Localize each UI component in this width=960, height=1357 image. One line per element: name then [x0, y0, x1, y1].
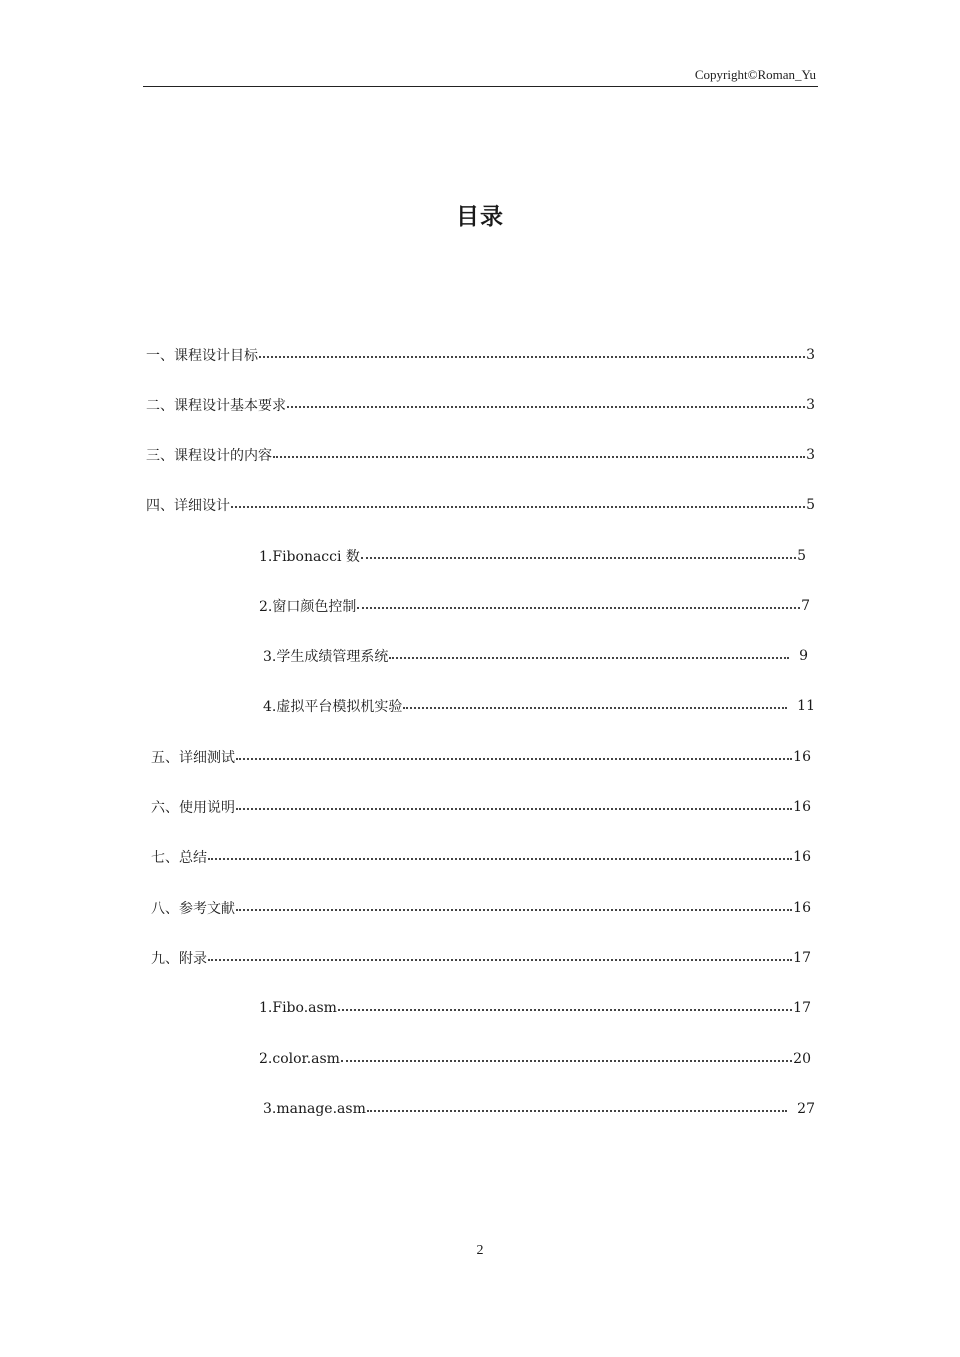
toc-entry[interactable] — [259, 546, 806, 566]
toc-entry-label: 五、详细测试 — [151, 750, 235, 766]
toc-leader — [208, 959, 792, 961]
toc-entry-label: 三、课程设计的内容 — [146, 448, 272, 464]
toc-entry-page: 9 — [799, 648, 808, 664]
toc-entry-page: 17 — [793, 950, 811, 966]
toc-entry-page: 5 — [806, 497, 815, 513]
toc-entry-page: 3 — [806, 397, 815, 413]
copyright-text: Copyright©Roman_Yu — [694, 67, 816, 82]
toc-entry-page: 3 — [806, 447, 815, 463]
toc-entry[interactable] — [151, 847, 811, 867]
toc-entry[interactable] — [146, 395, 815, 415]
toc-entry-label: 1.Fibo.asm — [259, 1000, 337, 1016]
toc-entry-label: 1.Fibonacci 数 — [259, 549, 360, 565]
toc-entry-label: 四、详细设计 — [146, 498, 230, 514]
toc-entry-page: 20 — [793, 1051, 811, 1067]
toc-entry[interactable] — [259, 998, 811, 1018]
toc-leader — [357, 607, 800, 609]
toc-entry-label: 3.manage.asm — [263, 1101, 366, 1117]
toc-entry-page: 27 — [797, 1101, 815, 1117]
toc-entry-page: 17 — [793, 1000, 811, 1016]
toc-entry[interactable] — [263, 646, 808, 666]
toc-leader — [361, 557, 796, 559]
toc-entry-label: 六、使用说明 — [151, 800, 235, 816]
toc-entry-page: 16 — [793, 799, 811, 815]
toc-entry[interactable] — [146, 345, 815, 365]
toc-entry[interactable] — [151, 797, 811, 817]
toc-leader — [403, 707, 787, 709]
toc-entry-page: 7 — [801, 598, 810, 614]
toc-entry-page: 16 — [793, 849, 811, 865]
toc-leader — [287, 406, 805, 408]
toc-entry-page: 3 — [806, 347, 815, 363]
toc-entry[interactable] — [263, 696, 815, 716]
toc-entry[interactable] — [151, 898, 811, 918]
toc-entry-page: 5 — [797, 548, 806, 564]
toc-entry[interactable] — [263, 1099, 815, 1119]
toc-leader — [259, 356, 805, 358]
toc-entry-label: 七、总结 — [151, 850, 207, 866]
toc-leader — [231, 506, 805, 508]
toc-entry[interactable] — [146, 445, 815, 465]
toc-entry[interactable] — [259, 596, 810, 616]
toc-leader — [236, 808, 792, 810]
toc-leader — [236, 758, 792, 760]
toc-entry-label: 一、课程设计目标 — [146, 348, 258, 364]
toc-entry-label: 九、附录 — [151, 951, 207, 967]
toc-leader — [341, 1060, 792, 1062]
toc-entry-page: 11 — [797, 698, 815, 714]
toc-entry-label: 2.窗口颜色控制 — [259, 599, 357, 615]
toc-leader — [273, 456, 805, 458]
toc-entry[interactable] — [151, 948, 811, 968]
toc-entry-label: 2.color.asm — [259, 1051, 340, 1067]
header-rule — [143, 86, 818, 87]
toc-entry[interactable] — [146, 495, 815, 515]
toc-entry-label: 3.学生成绩管理系统 — [263, 649, 389, 665]
toc-leader — [338, 1009, 792, 1011]
toc-entry-page: 16 — [793, 900, 811, 916]
page-title: 目录 — [456, 204, 504, 230]
toc-leader — [367, 1110, 787, 1112]
toc-leader — [389, 657, 789, 659]
page-number: 2 — [476, 1243, 484, 1258]
toc-entry-label: 二、课程设计基本要求 — [146, 398, 286, 414]
toc-entry-label: 八、参考文献 — [151, 901, 235, 917]
toc-leader — [236, 909, 792, 911]
toc-entry[interactable] — [151, 747, 811, 767]
toc-entry-page: 16 — [793, 749, 811, 765]
toc-entry[interactable] — [259, 1049, 811, 1069]
toc-entry-label: 4.虚拟平台模拟机实验 — [263, 699, 403, 715]
toc-leader — [208, 858, 792, 860]
